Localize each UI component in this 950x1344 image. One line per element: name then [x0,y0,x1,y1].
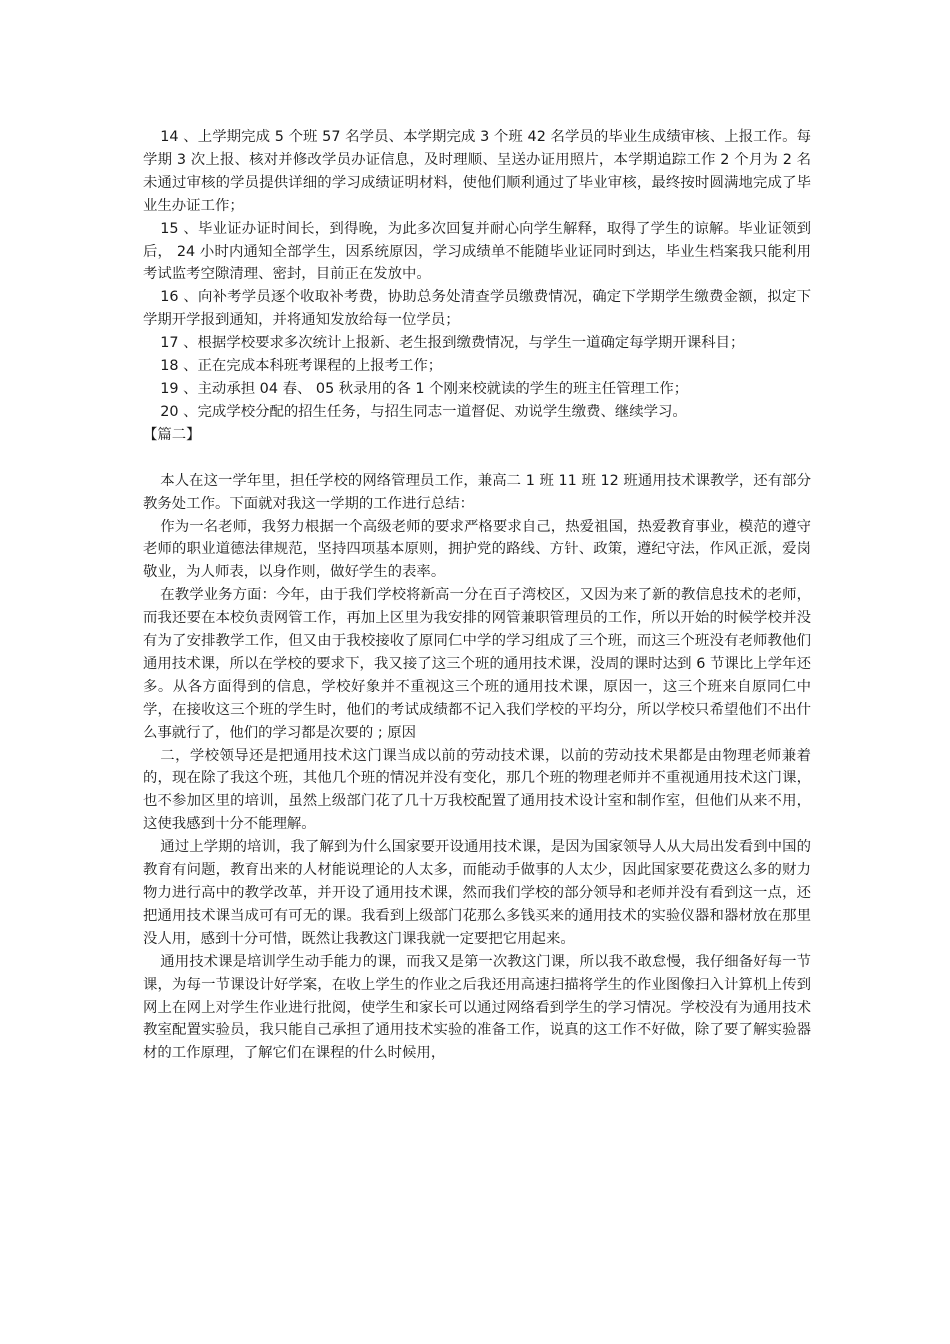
paragraph-teaching-work: 在教学业务方面：今年，由于我们学校将新高一分在百子湾校区，又因为来了新的教信息技术的老师，而我还要在本校负责网管工作，再加上区里为我安排的网管兼职管理员的工作，所以开始的时候学校并没有为了安排教学工作，但又由于我校接收了原同仁中学的学习组成了三个班，而这三个班没有老师教他们通用技术课，所以在学校的要求下，我又接了这三个班的通用技术课，没周的课时达到 6 节课比上学年还多。从各方面得到的信息，学校好象并不重视这三个班的通用技术课，原因一，这三个班来自原同仁中学，在接收这三个班的学生时，他们的考试成绩都不记入我们学校的平均分，所以学校只希望他们不出什么事就行了，他们的学习都是次要的 ; 原因 [143,587,811,741]
paragraph-teacher-conduct: 作为一名老师，我努力根据一个高级老师的要求严格要求自己，热爱祖国，热爱教育事业，模范的遵守老师的职业道德法律规范，坚持四项基本原则，拥护党的路线、方针、政策，遵纪守法，作风正派，爱岗敬业，为人师表，以身作则，做好学生的表率。 [143,518,811,581]
paragraph-item-18: 18 、正在完成本科班考课程的上报考工作； [160,358,443,375]
paragraph-item-20: 20 、完成学校分配的招生任务，与招生同志一道督促、劝说学生缴费、继续学习。 [160,403,687,420]
paragraph-reason-two: 二，学校领导还是把通用技术这门课当成以前的劳动技术课，以前的劳动技术果都是由物理老师兼着的，现在除了我这个班，其他几个班的情况并没有变化，那几个班的物理老师并不重视通用技术这门课，也不参加区里的培训，虽然上级部门花了几十万我校配置了通用技术设计室和制作室，但他们从来不用，这使我感到十分不能理解。 [143,747,811,833]
paragraph-item-15: 15 、毕业证办证时间长，到得晚，为此多次回复并耐心向学生解释，取得了学生的谅解。毕业证领到后， 24 小时内通知全部学生，因系统原因，学习成绩单不能随毕业证同时到达，毕业生档案我只能利用考试监考空隙清理、密封，目前正在发放中。 [143,220,811,283]
section-spacer [143,447,811,470]
paragraph-item-14: 14 、上学期完成 5 个班 57 名学员、本学期完成 3 个班 42 名学员的毕业生成绩审核、上报工作。每学期 3 次上报、核对并修改学员办证信息，及时理顺、呈送办证用照片，本学期追踪工作 2 个月为 2 名未通过审核的学员提供详细的学习成绩证明材料，使他们顺利通过了毕业审核，最终按时圆满地完成了毕业生办证工作； [143,129,811,214]
paragraph-general-tech: 通用技术课是培训学生动手能力的课，而我又是第一次教这门课，所以我不敢怠慢，我仔细备好每一节课，为每一节课设计好学案，在收上学生的作业之后我还用高速扫描将学生的作业图像扫入计算机上传到网上在网上对学生作业进行批阅，使学生和家长可以通过网络看到学生的学习情况。学校没有为通用技术教室配置实验员，我只能自己承担了通用技术实验的准备工作，说真的这工作不好做，除了要了解实验器材的工作原理，了解它们在课程的什么时候用， [143,953,811,1062]
paragraph-intro: 本人在这一学年里，担任学校的网络管理员工作，兼高二 1 班 11 班 12 班通用技术课教学，还有部分教务处工作。下面就对我这一学期的工作进行总结： [143,472,811,512]
paragraph-training: 通过上学期的培训，我了解到为什么国家要开设通用技术课，是因为国家领导人从大局出发看到中国的教育有问题，教育出来的人材能说理论的人太多，而能动手做事的人太少，因此国家要花费这么多的财力物力进行高中的教学改革，并开设了通用技术课，然而我们学校的部分领导和老师并没有看到这一点，还把通用技术课当成可有可无的课。我看到上级部门花那么多钱买来的通用技术的实验仪器和器材放在那里没人用，感到十分可惜，既然让我教这门课我就一定要把它用起来。 [143,839,811,947]
paragraph-item-17: 17 、根据学校要求多次统计上报新、老生报到缴费情况，与学生一道确定每学期开课科目； [160,335,745,352]
section-title: 【篇二】 [143,426,201,443]
document-body [143,126,811,1065]
paragraph-item-16: 16 、向补考学员逐个收取补考费，协助总务处清查学员缴费情况，确定下学期学生缴费金额，拟定下学期开学报到通知，并将通知发放给每一位学员； [143,289,811,329]
paragraph-item-19: 19 、主动承担 04 春、 05 秋录用的各 1 个刚来校就读的学生的班主任管理工作； [160,380,689,397]
